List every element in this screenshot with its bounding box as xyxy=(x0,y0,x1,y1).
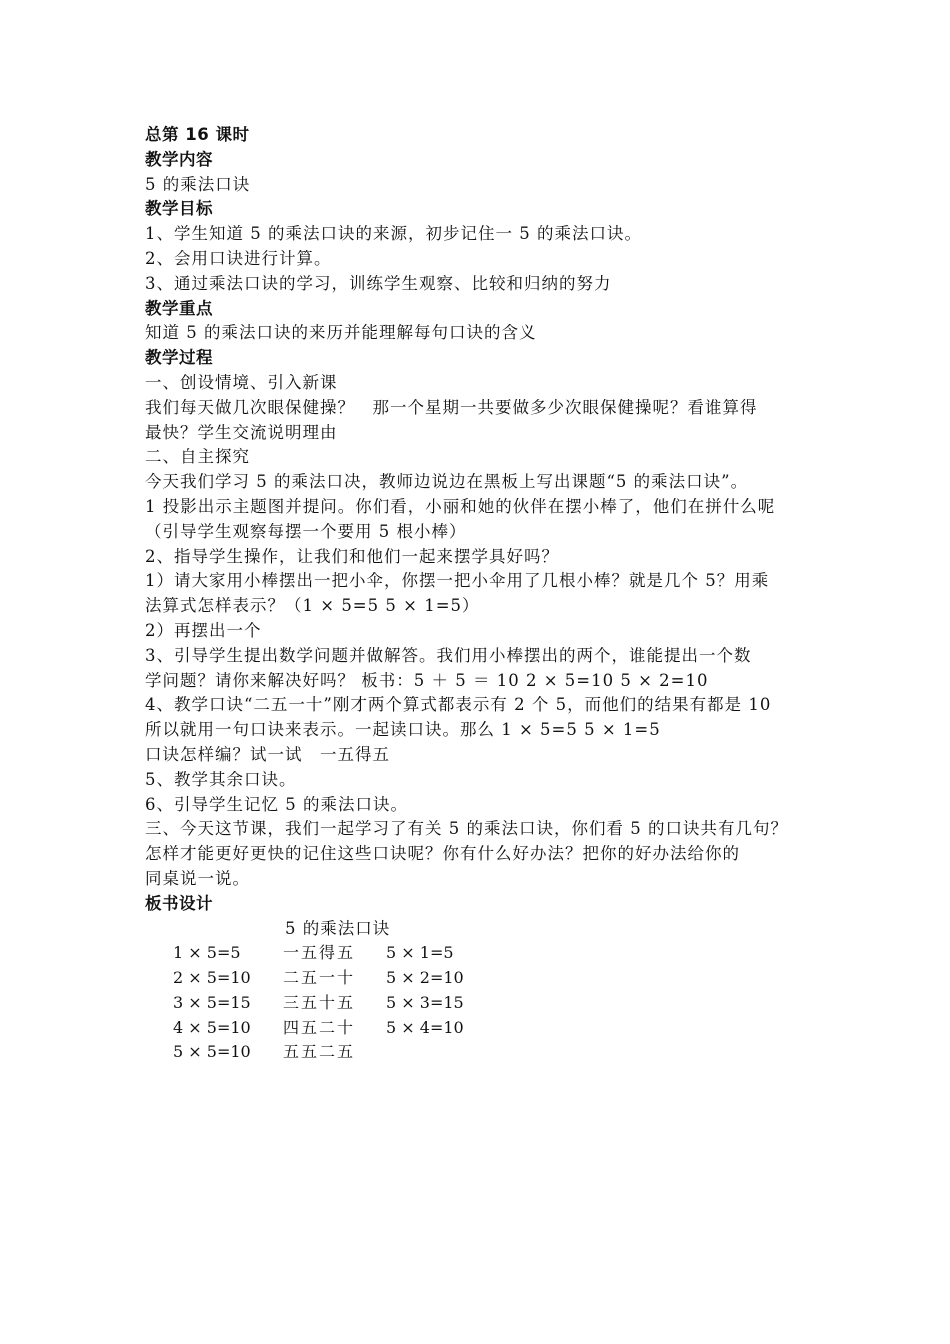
process-line: 5、教学其余口诀。 xyxy=(145,769,297,789)
process-line: 最快？学生交流说明理由 xyxy=(145,422,338,442)
board-equation: 5 × 2=10 xyxy=(386,968,464,988)
focus-text: 知道 5 的乘法口诀的来历并能理解每句口诀的含义 xyxy=(145,323,537,343)
board-equation: 5 × 5=10 xyxy=(173,1042,251,1062)
process-line: 所以就用一句口诀来表示。一起读口诀。那么 1 × 5=5 5 × 1=5 xyxy=(145,720,661,740)
board-equation: 5 × 3=15 xyxy=(386,992,464,1012)
process-line: 4、教学口诀“二五一十”刚才两个算式都表示有 2 个 5，而他们的结果有都是 10 xyxy=(145,695,772,715)
content-heading: 教学内容 xyxy=(145,149,213,169)
process-heading: 教学过程 xyxy=(145,348,213,368)
board-rhyme: 四五二十 xyxy=(283,1017,356,1037)
board-heading: 板书设计 xyxy=(145,893,213,913)
process-line: 我们每天做几次眼保健操？ 那一个星期一共要做多少次眼保健操呢？看谁算得 xyxy=(145,397,758,417)
focus-heading: 教学重点 xyxy=(145,298,213,318)
process-line: 3、引导学生提出数学问题并做解答。我们用小棒摆出的两个，谁能提出一个数 xyxy=(145,645,752,665)
board-equation: 4 × 5=10 xyxy=(173,1017,251,1037)
board-rhyme: 五五二五 xyxy=(283,1042,356,1062)
goal-item: 1、学生知道 5 的乘法口诀的来源，初步记住一 5 的乘法口诀。 xyxy=(145,224,642,244)
process-line: 2）再摆出一个 xyxy=(145,620,262,640)
process-line: 二、自主探究 xyxy=(145,447,250,467)
board-row xyxy=(145,966,815,991)
process-line: 今天我们学习 5 的乘法口决，教师边说边在黑板上写出课题“5 的乘法口诀”。 xyxy=(145,472,749,492)
process-line: 1）请大家用小棒摆出一把小伞，你摆一把小伞用了几根小棒？就是几个 5？用乘 xyxy=(145,571,770,591)
board-row xyxy=(145,941,815,966)
board-row xyxy=(145,1016,815,1041)
process-line: 同桌说一说。 xyxy=(145,868,250,888)
process-line: 怎样才能更好更快的记住这些口诀呢？你有什么好办法？把你的好办法给你的 xyxy=(145,844,740,864)
process-line: 口诀怎样编？试一试 一五得五 xyxy=(145,744,390,764)
process-line: 学问题？请你来解决好吗？ 板书：5 ＋ 5 ＝ 10 2 × 5=10 5 × 2=10 xyxy=(145,670,709,690)
process-line: （引导学生观察每摆一个要用 5 根小棒） xyxy=(145,521,467,541)
process-line: 三、今天这节课，我们一起学习了有关 5 的乘法口诀，你们看 5 的口诀共有几句？ xyxy=(145,819,788,839)
goals-heading: 教学目标 xyxy=(145,199,213,219)
board-rhyme: 一五得五 xyxy=(283,943,356,963)
board-equation: 3 × 5=15 xyxy=(173,992,251,1012)
goal-item: 3、通过乘法口诀的学习，训练学生观察、比较和归纳的努力 xyxy=(145,273,612,293)
process-line: 1 投影出示主题图并提问。你们看，小丽和她的伙伴在摆小棒了，他们在拼什么呢 xyxy=(145,496,776,516)
board-row xyxy=(145,1040,815,1065)
process-line: 6、引导学生记忆 5 的乘法口诀。 xyxy=(145,794,408,814)
process-line: 一、创设情境、引入新课 xyxy=(145,372,338,392)
lesson-plan-document xyxy=(145,123,815,1065)
board-row xyxy=(145,991,815,1016)
goal-item: 2、会用口诀进行计算。 xyxy=(145,248,332,268)
board-design xyxy=(145,917,815,1066)
lesson-number: 总第 16 课时 xyxy=(145,125,250,144)
board-equation: 5 × 4=10 xyxy=(386,1017,464,1037)
board-title: 5 的乘法口诀 xyxy=(285,918,391,938)
process-line: 法算式怎样表示？（1 × 5=5 5 × 1=5） xyxy=(145,596,480,616)
process-line: 2、指导学生操作，让我们和他们一起来摆学具好吗？ xyxy=(145,546,559,566)
content-text: 5 的乘法口诀 xyxy=(145,174,251,194)
board-equation: 5 × 1=5 xyxy=(386,943,454,963)
board-equation: 1 × 5=5 xyxy=(173,943,241,963)
board-rhyme: 二五一十 xyxy=(283,968,356,988)
board-equation: 2 × 5=10 xyxy=(173,968,251,988)
board-equation xyxy=(386,1040,506,1065)
board-rhyme: 三五十五 xyxy=(283,992,356,1012)
